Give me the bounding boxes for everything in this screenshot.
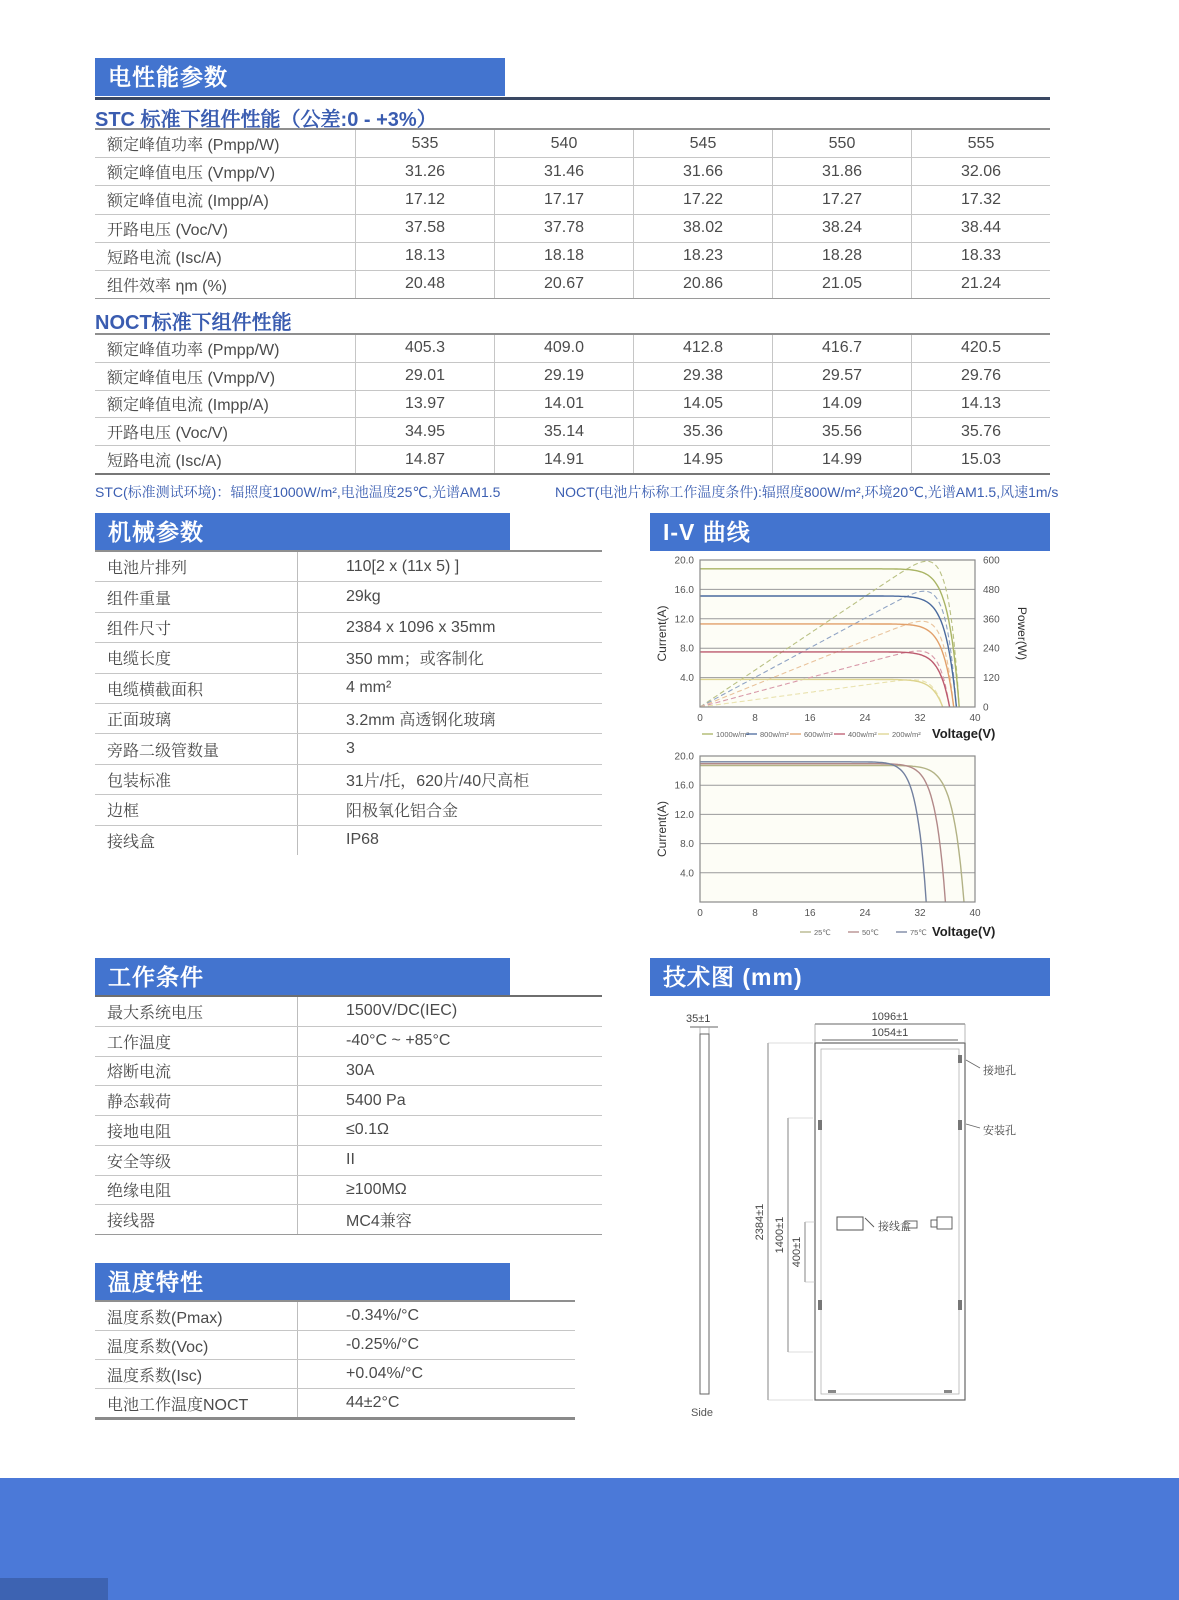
cell: 38.24 (772, 215, 911, 242)
cell: 17.12 (355, 186, 494, 213)
table-row (95, 130, 1050, 158)
table-row (95, 1331, 575, 1360)
table-row (95, 674, 602, 704)
leader-line (966, 1124, 980, 1128)
row-label: 组件重量 (107, 590, 172, 608)
svg-text:12.0: 12.0 (674, 614, 694, 626)
cell: 31.66 (633, 158, 772, 185)
cell: 37.78 (494, 215, 633, 242)
row-label: 边框 (107, 803, 140, 821)
row-value: 29kg (297, 582, 602, 611)
cell: 21.05 (772, 271, 911, 298)
row-value: 2384 x 1096 x 35mm (297, 613, 602, 642)
row-label: 电池工作温度NOCT (107, 1396, 249, 1414)
row-label: 温度系数(Voc) (107, 1338, 209, 1356)
cell: 555 (911, 130, 1050, 157)
cell: 540 (494, 130, 633, 157)
row-label: 温度系数(Pmax) (107, 1309, 223, 1327)
junction-box-label: 接线盒 (878, 1221, 911, 1233)
row-label: 正面玻璃 (107, 712, 172, 730)
svg-text:40: 40 (969, 713, 981, 724)
row-value: 3.2mm 高透钢化玻璃 (297, 704, 602, 733)
side-view-frame (700, 1034, 709, 1394)
row-label: 包装标准 (107, 773, 172, 791)
working-conditions-table (95, 995, 602, 1235)
svg-text:50℃: 50℃ (862, 927, 879, 937)
mount-hole-label: 安装孔 (983, 1125, 1016, 1137)
row-value: 30A (297, 1057, 602, 1086)
svg-text:600w/m²: 600w/m² (804, 729, 833, 739)
cell: 545 (633, 130, 772, 157)
dim-box-span: 400±1 (791, 1236, 803, 1268)
table-row (95, 613, 602, 643)
table-row (95, 1389, 575, 1417)
table-row (95, 582, 602, 612)
cell: 14.13 (911, 391, 1050, 418)
cell: 14.05 (633, 391, 772, 418)
cell: 14.95 (633, 446, 772, 473)
row-value: 5400 Pa (297, 1086, 602, 1115)
row-value: -0.25%/°C (297, 1331, 575, 1359)
iv-irradiance-chart (650, 548, 1070, 746)
cell: 18.18 (494, 243, 633, 270)
svg-text:Current(A): Current(A) (655, 605, 669, 662)
svg-text:32: 32 (914, 713, 926, 724)
row-value: -40°C ~ +85°C (297, 1027, 602, 1056)
svg-text:360: 360 (983, 614, 1000, 626)
svg-text:1000w/m²: 1000w/m² (716, 729, 749, 739)
stc-subtitle: STC 标准下组件性能（公差:0 - +3%） (95, 109, 437, 131)
section-header-technical-diagram: 技术图 (mm) (650, 958, 1050, 996)
cell: 14.09 (772, 391, 911, 418)
row-label: 额定峰值电流 (Impp/A) (107, 397, 269, 415)
table-row (95, 826, 602, 855)
svg-text:24: 24 (859, 713, 871, 724)
svg-text:Voltage(V): Voltage(V) (932, 924, 996, 939)
svg-text:Voltage(V): Voltage(V) (932, 726, 996, 741)
row-value: -0.34%/°C (297, 1302, 575, 1330)
svg-text:16.0: 16.0 (674, 780, 694, 792)
svg-text:8.0: 8.0 (680, 839, 694, 851)
svg-text:400w/m²: 400w/m² (848, 729, 877, 739)
cell: 35.36 (633, 418, 772, 445)
dim-mount-span: 1400±1 (774, 1216, 786, 1254)
row-label: 温度系数(Isc) (107, 1367, 203, 1385)
cell: 29.57 (772, 363, 911, 390)
technical-diagram (650, 1000, 1080, 1430)
table-row (95, 1302, 575, 1331)
row-label: 电池片排列 (107, 560, 188, 578)
row-label: 开路电压 (Voc/V) (107, 425, 228, 443)
cell: 20.67 (494, 271, 633, 298)
row-label: 额定峰值电流 (Impp/A) (107, 193, 269, 211)
table-row (95, 1057, 602, 1087)
row-value: 1500V/DC(IEC) (297, 997, 602, 1026)
cell: 35.76 (911, 418, 1050, 445)
svg-text:120: 120 (983, 673, 1000, 685)
row-label: 额定峰值电压 (Vmpp/V) (107, 369, 276, 387)
table-row (95, 1116, 602, 1146)
row-value: +0.04%/°C (297, 1360, 575, 1388)
row-label: 组件效率 ηm (%) (107, 277, 228, 295)
row-label: 最大系统电压 (107, 1004, 204, 1022)
svg-text:20.0: 20.0 (674, 751, 694, 763)
row-value: 44±2°C (297, 1389, 575, 1417)
row-label: 接地电阻 (107, 1123, 172, 1141)
table-row (95, 186, 1050, 214)
row-label: 旁路二级管数量 (107, 742, 220, 760)
row-value: 110[2 x (11x 5) ] (297, 552, 602, 581)
svg-text:4.0: 4.0 (680, 673, 694, 685)
cell: 14.99 (772, 446, 911, 473)
noct-subtitle: NOCT标准下组件性能 (95, 312, 292, 334)
row-label: 额定峰值功率 (Pmpp/W) (107, 137, 280, 155)
table-row (95, 363, 1050, 391)
table-row (95, 418, 1050, 446)
svg-text:8: 8 (752, 713, 758, 724)
section-header-working-conditions: 工作条件 (95, 958, 510, 996)
row-label: 组件尺寸 (107, 621, 172, 639)
svg-text:16: 16 (804, 908, 816, 919)
cell: 420.5 (911, 335, 1050, 362)
svg-text:25℃: 25℃ (814, 927, 831, 937)
cell: 17.17 (494, 186, 633, 213)
row-value: ≥100MΩ (297, 1176, 602, 1205)
cell: 35.56 (772, 418, 911, 445)
cell: 31.26 (355, 158, 494, 185)
cell: 17.32 (911, 186, 1050, 213)
table-row (95, 243, 1050, 271)
cell: 18.33 (911, 243, 1050, 270)
table-row (95, 446, 1050, 473)
table-row (95, 391, 1050, 419)
cell: 416.7 (772, 335, 911, 362)
svg-text:16.0: 16.0 (674, 584, 694, 596)
mount-hole-mark (818, 1120, 822, 1130)
cell: 38.44 (911, 215, 1050, 242)
cell: 38.02 (633, 215, 772, 242)
cell: 18.13 (355, 243, 494, 270)
section-header-iv-curves: I-V 曲线 (650, 513, 1050, 551)
svg-text:75℃: 75℃ (910, 927, 927, 937)
cell: 405.3 (355, 335, 494, 362)
row-label: 熔断电流 (107, 1064, 172, 1082)
cell: 31.46 (494, 158, 633, 185)
row-value: IP68 (297, 826, 602, 855)
svg-text:600: 600 (983, 555, 1000, 567)
row-value: MC4兼容 (297, 1205, 602, 1234)
row-value: 4 mm² (297, 674, 602, 703)
table-row (95, 704, 602, 734)
svg-text:240: 240 (983, 643, 1000, 655)
cell: 20.86 (633, 271, 772, 298)
cell: 32.06 (911, 158, 1050, 185)
row-label: 开路电压 (Voc/V) (107, 221, 228, 239)
svg-text:0: 0 (983, 702, 989, 714)
table-row (95, 997, 602, 1027)
cell: 29.38 (633, 363, 772, 390)
table-row (95, 1027, 602, 1057)
dim-height: 2384±1 (754, 1203, 766, 1241)
cell: 29.01 (355, 363, 494, 390)
table-row (95, 215, 1050, 243)
cell: 18.23 (633, 243, 772, 270)
cell: 21.24 (911, 271, 1050, 298)
row-label: 静态载荷 (107, 1094, 172, 1112)
side-view-label: Side (691, 1407, 714, 1419)
svg-text:32: 32 (914, 908, 926, 919)
mount-hole-mark (958, 1120, 962, 1130)
footer-band (0, 1478, 1179, 1600)
cell: 535 (355, 130, 494, 157)
table-row (95, 643, 602, 673)
footer-corner-tab (0, 1578, 108, 1600)
row-value: 阳极氧化铝合金 (297, 795, 602, 824)
ground-hole-label: 接地孔 (983, 1065, 1016, 1077)
svg-text:Power(W): Power(W) (1015, 606, 1029, 661)
section-header-electrical: 电性能参数 (95, 58, 505, 96)
cell: 13.97 (355, 391, 494, 418)
row-label: 绝缘电阻 (107, 1183, 172, 1201)
cell: 15.03 (911, 446, 1050, 473)
mount-hole-mark (818, 1300, 822, 1310)
row-label: 额定峰值功率 (Pmpp/W) (107, 341, 280, 359)
mechanical-table (95, 550, 602, 855)
row-label: 工作温度 (107, 1034, 172, 1052)
svg-text:12.0: 12.0 (674, 809, 694, 821)
svg-text:0: 0 (697, 908, 703, 919)
row-label: 电缆横截面积 (107, 681, 204, 699)
row-value: 3 (297, 734, 602, 763)
noct-footnote: NOCT(电池片标称工作温度条件):辐照度800W/m²,环境20℃,光谱AM1.5,风速1m/s (555, 484, 1059, 500)
table-row (95, 335, 1050, 363)
stc-footnote: STC(标准测试环境)：辐照度1000W/m²,电池温度25℃,光谱AM1.5 (95, 484, 501, 500)
junction-box-symbol (937, 1217, 952, 1229)
row-label: 短路电流 (Isc/A) (107, 453, 222, 471)
table-row (95, 734, 602, 764)
row-label: 接线器 (107, 1213, 156, 1231)
cell: 37.58 (355, 215, 494, 242)
svg-text:0: 0 (697, 713, 703, 724)
cell: 14.91 (494, 446, 633, 473)
table-row (95, 1360, 575, 1389)
table-row (95, 795, 602, 825)
table-row (95, 1086, 602, 1116)
dim-side-width: 35±1 (686, 1013, 711, 1025)
leader-line (966, 1060, 980, 1068)
row-label: 额定峰值电压 (Vmpp/V) (107, 165, 276, 183)
svg-text:800w/m²: 800w/m² (760, 729, 789, 739)
cell: 14.01 (494, 391, 633, 418)
cell: 29.76 (911, 363, 1050, 390)
svg-text:8.0: 8.0 (680, 643, 694, 655)
cell: 18.28 (772, 243, 911, 270)
table-row (95, 271, 1050, 298)
cell: 409.0 (494, 335, 633, 362)
leader-line (865, 1218, 874, 1227)
table-row (95, 765, 602, 795)
table-row (95, 1176, 602, 1206)
row-value: 350 mm；或客制化 (297, 643, 602, 672)
drain-hole-mark (944, 1390, 952, 1393)
table-row (95, 1146, 602, 1176)
row-label: 安全等级 (107, 1153, 172, 1171)
cell: 550 (772, 130, 911, 157)
svg-text:4.0: 4.0 (680, 868, 694, 880)
cell: 31.86 (772, 158, 911, 185)
cell: 17.27 (772, 186, 911, 213)
table-row (95, 158, 1050, 186)
junction-box-symbol (837, 1217, 863, 1230)
svg-text:16: 16 (804, 713, 816, 724)
dim-width-inner: 1054±1 (871, 1027, 909, 1039)
row-label: 电缆长度 (107, 651, 172, 669)
dim-width-outer: 1096±1 (871, 1011, 909, 1023)
row-label: 接线盒 (107, 833, 156, 851)
stc-table (95, 128, 1050, 299)
table-row (95, 552, 602, 582)
cell: 35.14 (494, 418, 633, 445)
row-value: ≤0.1Ω (297, 1116, 602, 1145)
table-row (95, 1205, 602, 1234)
mount-hole-mark (958, 1300, 962, 1310)
noct-table (95, 333, 1050, 475)
cell: 412.8 (633, 335, 772, 362)
section-header-mechanical: 机械参数 (95, 513, 510, 551)
svg-text:Current(A): Current(A) (655, 800, 669, 858)
junction-box-symbol (931, 1220, 937, 1227)
cell: 14.87 (355, 446, 494, 473)
cell: 34.95 (355, 418, 494, 445)
svg-text:24: 24 (859, 908, 871, 919)
temperature-table (95, 1300, 575, 1420)
svg-text:20.0: 20.0 (674, 555, 694, 567)
drain-hole-mark (828, 1390, 836, 1393)
row-label: 短路电流 (Isc/A) (107, 249, 222, 267)
row-value: II (297, 1146, 602, 1175)
section-header-temperature: 温度特性 (95, 1263, 510, 1301)
svg-text:40: 40 (969, 908, 981, 919)
svg-text:8: 8 (752, 908, 758, 919)
iv-temperature-chart (650, 746, 1070, 946)
cell: 17.22 (633, 186, 772, 213)
ground-hole-mark (958, 1055, 962, 1063)
cell: 20.48 (355, 271, 494, 298)
section-divider (95, 97, 1050, 100)
row-value: 31片/托，620片/40尺高柜 (297, 765, 602, 794)
svg-text:480: 480 (983, 584, 1000, 596)
cell: 29.19 (494, 363, 633, 390)
svg-text:200w/m²: 200w/m² (892, 729, 921, 739)
